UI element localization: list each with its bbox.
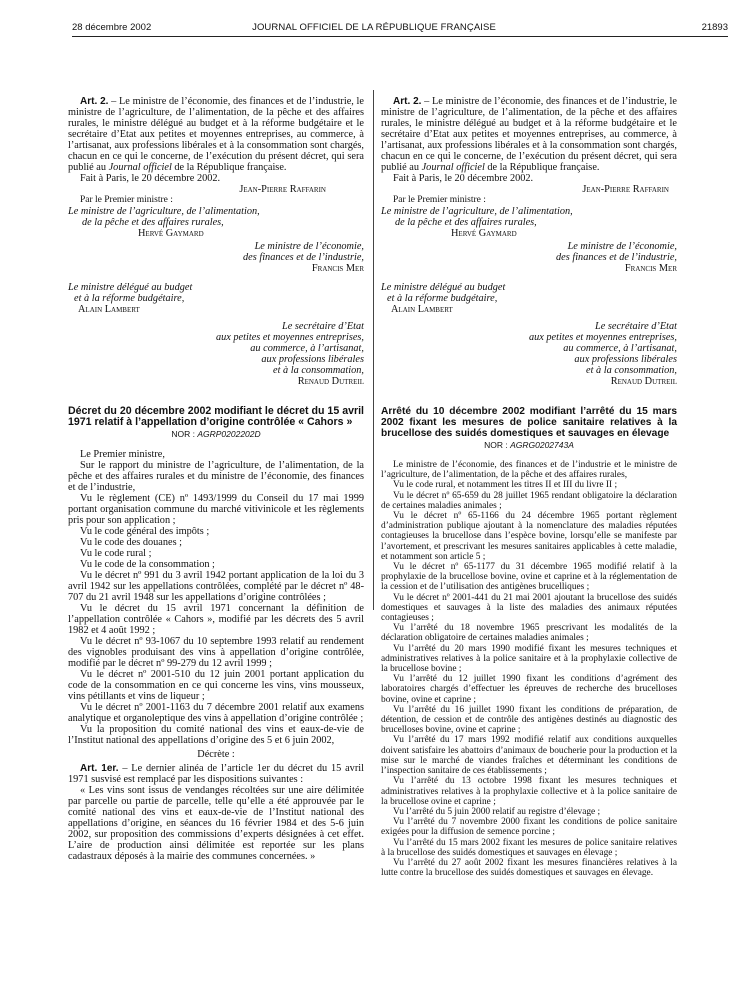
quoted-provision: « Les vins sont issus de vendanges récoltées sur une aire délimitée par parcelle ou partie de parcelle, telle qu’elle a été approuvée par le comité national des vins et eaux-de-vie de l’Institut national des appellations d’origine, en séances du 16 février 1984 et des 5-6 juin 2002, sur proposition des commissions d’experts désignées à cet effet. L’aire de production ainsi délimitée est reportée sur les plans cadastraux déposés à la mairie des communes concernées. » <box>68 785 364 862</box>
paragraph: Vu le décret nº 93-1067 du 10 septembre 1993 relatif au rendement des vignobles produisant des vins à appellation d’origine contrôlée, modifié par le décret nº 99-279 du 12 avril 1999 ; <box>68 636 364 669</box>
paragraph: Vu le décret nº 2001-441 du 21 mai 2001 ajoutant la brucellose des suidés domestiques et sauvages à la liste des maladies des animaux réputées contagieuses ; <box>381 592 677 624</box>
column-separator <box>373 90 374 610</box>
article-1: Art. 1er. – Le dernier alinéa de l’article 1er du décret du 15 avril 1971 susvisé est remplacé par les dispositions suivantes : <box>68 763 364 785</box>
article-2: Art. 2. – Le ministre de l’économie, des finances et de l’industrie, le ministre de l’agriculture, de l’alimentation, de la pêche et des affaires rurales, le ministre délégué au budget et à la réforme budgétaire et le secrétaire d’Etat aux petites et moyennes entreprises, au commerce, à l’artisanat, aux professions libérales et à la consommation sont chargés, chacun en ce qui le concerne, de l’exécution du présent décret, qui sera publié au Journal officiel de la République française. <box>381 96 677 173</box>
signatory-title: Le ministre de l’agriculture, de l’alimentation, <box>68 206 260 217</box>
journal-title: JOURNAL OFFICIEL DE LA RÉPUBLIQUE FRANÇAISE <box>252 22 496 33</box>
paragraph: Vu le décret nº 991 du 3 avril 1942 portant application de la loi du 3 avril 1942 sur les appellations contrôlées, complété par le décret nº 48-707 du 21 avril 1948 sur les appellations d’origine contrôlées ; <box>68 570 364 603</box>
paragraph: Vu le décret nº 65-1166 du 24 décembre 1965 portant règlement d’administration publique ajoutant à la nomenclature des maladies réputées contagieuses la brucellose dans l’espèce bovine, lorsqu’elle se manifeste par l’avortement, et prescrivant les mesures sanitaires applicables à cette maladie, et notamment son article 5 ; <box>381 511 677 562</box>
paragraph: Vu le code rural, et notamment les titres II et III du livre II ; <box>393 480 618 491</box>
signatory-title: et à la consommation, <box>586 365 677 376</box>
paragraph: Vu l’arrêté du 13 octobre 1998 fixant les mesures techniques et administratives relatives à la prophylaxie collective et à la police sanitaire de la brucellose ovine et caprine ; <box>381 776 677 807</box>
signatory-title: au commerce, à l’artisanat, <box>563 343 677 354</box>
paragraph: Vu l’arrêté du 27 août 2002 fixant les mesures financières relatives à la lutte contre la brucellose des suidés domestiques et sauvages en élevage. <box>381 857 677 879</box>
signatory-title: et à la consommation, <box>273 365 364 376</box>
signatory-title: aux professions libérales <box>261 354 364 365</box>
signatory-title: Le ministre délégué au budget <box>68 282 193 293</box>
decrete-heading: Décrète : <box>197 749 235 760</box>
signatory-name: Francis Mer <box>624 263 677 274</box>
paragraph: Le Premier ministre, <box>80 449 165 460</box>
paragraph: Vu le décret nº 2001-1163 du 7 décembre 2001 relatif aux examens analytique et organoleptique des vins à appellation d’origine contrôlée ; <box>68 702 364 724</box>
paragraph: Vu le décret nº 2001-510 du 12 juin 2001 portant application du code de la consommation en ce qui concerne les vins, vins mousseux, vins pétillants et vins de liqueur ; <box>68 669 364 702</box>
paragraph: Vu le décret du 15 avril 1971 concernant la définition de l’appellation contrôlée « Cahors », modifié par les décrets des 5 avril 1982 et 4 août 1992 ; <box>68 603 364 636</box>
signatory-title: et à la réforme budgétaire, <box>74 293 185 304</box>
paragraph: Vu le code de la consommation ; <box>80 559 215 570</box>
right-column <box>381 96 677 878</box>
article-label: Art. 1er. <box>80 763 119 774</box>
paragraph: Vu le code général des impôts ; <box>80 526 210 537</box>
paragraph: Vu l’arrêté du 12 juillet 1990 fixant les conditions d’agrément des laboratoires chargés d’effectuer les épreuves de recherche des brucelloses bovine, ovine et caprine ; <box>381 674 677 705</box>
signatory-name: Renaud Dutreil <box>610 376 677 387</box>
signatory-title: Le secrétaire d’Etat <box>595 321 677 332</box>
header-date: 28 décembre 2002 <box>72 22 152 33</box>
decree-title: Décret du 20 décembre 2002 modifiant le décret du 15 avril 1971 relatif à l’appellation d’origine contrôlée « Cahors » <box>68 405 364 428</box>
left-column <box>68 96 364 862</box>
signatory-title: aux petites et moyennes entreprises, <box>215 332 364 343</box>
signature-mention: Par le Premier ministre : <box>393 195 486 205</box>
article-label: Art. 2. <box>393 96 422 107</box>
signatory-title: Le ministre de l’économie, <box>254 241 364 252</box>
signature-mention: Par le Premier ministre : <box>80 195 173 205</box>
nor-reference: NOR : AGRG0202743A <box>484 440 574 450</box>
page-number: 21893 <box>701 22 728 33</box>
paragraph: Vu l’arrêté du 17 mars 1992 modifié relatif aux conditions auxquelles doivent satisfaire les abattoirs d’animaux de boucherie pour la production et la mise sur le marché de viandes fraîches et déterminant les conditions de l’inspection sanitaire de ces établissements ; <box>381 735 677 777</box>
decree-body <box>68 449 364 746</box>
signatory-title: Le ministre de l’agriculture, de l’alimentation, <box>381 206 573 217</box>
paragraph: Vu le décret nº 65-659 du 28 juillet 1965 rendant obligatoire la déclaration de certaines maladies animales ; <box>381 490 677 511</box>
paragraph: Vu l’arrêté du 20 mars 1990 modifié fixant les mesures techniques et administratives relatives à la police sanitaire et à la prophylaxie collective de la brucellose bovine ; <box>381 643 677 675</box>
article-2: Art. 2. – Le ministre de l’économie, des finances et de l’industrie, le ministre de l’agriculture, de l’alimentation, de la pêche et des affaires rurales, le ministre délégué au budget et à la réforme budgétaire et le secrétaire d’Etat aux petites et moyennes entreprises, au commerce, à l’artisanat, aux professions libérales et à la consommation sont chargés, chacun en ce qui le concerne, de l’exécution du présent décret, qui sera publié au Journal officiel de la République française. <box>68 96 364 173</box>
paragraph: Vu le règlement (CE) nº 1493/1999 du Conseil du 17 mai 1999 portant organisation commune du marché vitivinicole et les règlements pris pour son application ; <box>68 493 364 526</box>
nor-reference: NOR : AGRP0202202D <box>171 429 261 439</box>
page-header <box>0 22 748 36</box>
signature-place-date: Fait à Paris, le 20 décembre 2002. <box>80 173 221 184</box>
decree-title: Arrêté du 10 décembre 2002 modifiant l’arrêté du 15 mars 2002 fixant les mesures de police sanitaire relatives à la brucellose des suidés domestiques et sauvages en élevage <box>381 406 677 439</box>
paragraph: Vu l’arrêté du 16 juillet 1990 fixant les conditions de préparation, de détention, de cession et de contrôle des antigènes destinés au diagnostic des brucelloses bovine, ovine et caprine ; <box>381 704 677 736</box>
signatory-name: Jean-Pierre Raffarin <box>239 184 326 195</box>
signatory-name: Hervé Gaymard <box>451 228 517 239</box>
signatory-title: de la pêche et des affaires rurales, <box>395 217 537 228</box>
paragraph: Vu l’arrêté du 18 novembre 1965 prescrivant les modalités de la déclaration obligatoire de certaines maladies animales ; <box>381 623 677 644</box>
paragraph: Le ministre de l’économie, des finances et de l’industrie et le ministre de l’agriculture, de l’alimentation, de la pêche et des affaires rurales, <box>381 460 677 481</box>
signatory-title: des finances et de l’industrie, <box>556 252 677 263</box>
signatory-title: aux petites et moyennes entreprises, <box>528 332 677 343</box>
signatory-title: de la pêche et des affaires rurales, <box>82 217 224 228</box>
signatory-title: des finances et de l’industrie, <box>243 252 364 263</box>
signatory-name: Francis Mer <box>311 263 364 274</box>
signatory-title: Le ministre de l’économie, <box>567 241 677 252</box>
paragraph: Vu l’arrêté du 15 mars 2002 fixant les mesures de police sanitaire relatives à la brucellose des suidés domestiques et sauvages en élevage ; <box>381 837 677 858</box>
signature-place-date: Fait à Paris, le 20 décembre 2002. <box>393 173 534 184</box>
paragraph: Vu le code des douanes ; <box>80 537 183 548</box>
signatory-title: au commerce, à l’artisanat, <box>250 343 364 354</box>
paragraph: Sur le rapport du ministre de l’agriculture, de l’alimentation, de la pêche et des affaires rurales et du ministre de l’économie, des finances et de l’industrie, <box>68 460 364 493</box>
paragraph: Vu le décret nº 65-1177 du 31 décembre 1965 modifié relatif à la prophylaxie de la brucellose bovine, ovine et caprine et à la réglementation de la cession et de l’utilisation des antigènes brucelliques ; <box>381 562 677 593</box>
paragraph: Vu le code rural ; <box>80 548 152 559</box>
paragraph: Vu l’arrêté du 7 novembre 2000 fixant les conditions de police sanitaire exigées pour la diffusion de semence porcine ; <box>381 817 677 838</box>
article-label: Art. 2. <box>80 96 109 107</box>
signatory-name: Alain Lambert <box>391 304 453 315</box>
signatory-name: Alain Lambert <box>78 304 140 315</box>
decree-body <box>381 460 677 878</box>
paragraph: Vu l’arrêté du 5 juin 2000 relatif au registre d’élevage ; <box>393 806 601 817</box>
signatory-name: Hervé Gaymard <box>138 228 204 239</box>
signatory-name: Renaud Dutreil <box>297 376 364 387</box>
signatory-title: et à la réforme budgétaire, <box>387 293 498 304</box>
signatory-name: Jean-Pierre Raffarin <box>582 184 669 195</box>
signatory-title: Le secrétaire d’Etat <box>282 321 364 332</box>
signatory-title: Le ministre délégué au budget <box>381 282 506 293</box>
paragraph: Vu la proposition du comité national des vins et eaux-de-vie de l’Institut national des appellations d’origine des 5 et 6 juin 2002, <box>68 724 364 746</box>
header-rule <box>72 36 728 37</box>
signatory-title: aux professions libérales <box>574 354 677 365</box>
